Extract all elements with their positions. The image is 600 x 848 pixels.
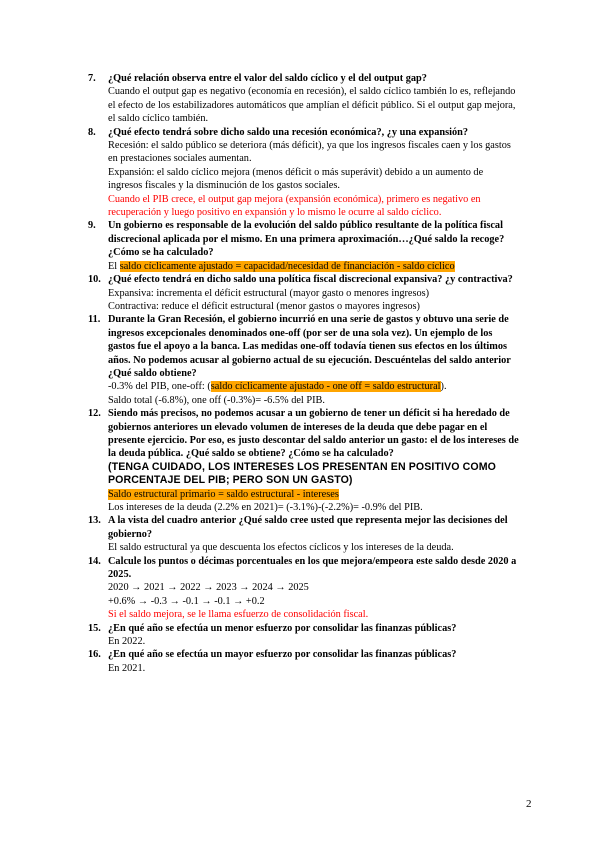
- answer-prefix: El: [108, 260, 120, 272]
- answer-red-note: Si el saldo mejora, se le llama esfuerzo de consolidación fiscal.: [108, 609, 369, 621]
- question-number: 13.: [88, 515, 101, 527]
- question-16: [88, 648, 520, 675]
- question-8: [88, 126, 520, 220]
- answer-values-sequence: +0.6% → -0.3 → -0.1 → -0.1 → +0.2: [108, 595, 265, 607]
- answer-text: [108, 260, 520, 273]
- question-11: [88, 313, 520, 407]
- answer-text: Expansión: el saldo cíclico mejora (menos déficit o más superávit) debido a un aumento de ingresos fiscales y la disminución de los gastos sociales.: [108, 166, 484, 192]
- question-number: 16.: [88, 649, 101, 661]
- question-12: [88, 407, 520, 514]
- answer-text: [108, 380, 520, 393]
- answer-text: Recesión: el saldo público se deteriora (más déficit), ya que los ingresos fiscales caen y los gastos en prestaciones sociales aumentan.: [108, 140, 511, 165]
- question-10: [88, 273, 520, 313]
- question-text: ¿Qué efecto tendrá sobre dicho saldo una recesión económica?, ¿y una expansión?: [108, 126, 469, 138]
- question-14: [88, 555, 520, 622]
- answer-text: En 2021.: [108, 662, 146, 674]
- answer-prefix: -0.3% del PIB, one-off: (: [108, 381, 211, 393]
- question-text: Un gobierno es responsable de la evolución del saldo público resultante de la política fiscal discrecional aplicada por el mismo. En una primera aproximación…¿Qué saldo la recoge? ¿Cómo se ha calculado?: [108, 220, 505, 259]
- answer-highlight: saldo cíclicamente ajustado - one off = saldo estructural: [210, 381, 441, 393]
- question-text: ¿Qué efecto tendrá en dicho saldo una política fiscal discrecional expansiva? ¿y contractiva?: [108, 274, 513, 286]
- answer-text: Los intereses de la deuda (2.2% en 2021)= (-3.1%)-(-2.2%)= -0.9% del PIB.: [108, 502, 423, 513]
- answer-text: Contractiva: reduce el déficit estructural (menor gastos o mayores ingresos): [108, 300, 420, 312]
- question-number: 14.: [88, 555, 101, 567]
- question-number: 15.: [88, 622, 101, 634]
- question-number: 11.: [88, 314, 101, 326]
- question-text: ¿En qué año se efectúa un menor esfuerzo por consolidar las finanzas públicas?: [108, 622, 457, 634]
- caution-note: (TENGA CUIDADO, LOS INTERESES LOS PRESENTAN EN POSITIVO COMO PORCENTAJE DEL PIB; PERO SON UN GASTO): [108, 460, 496, 487]
- question-text: Calcule los puntos o décimas porcentuales en los que mejora/empeora este saldo desde 2020 a 2025.: [108, 555, 517, 581]
- question-text: Durante la Gran Recesión, el gobierno incurrió en una serie de gastos y obtuvo una serie de ingresos excepcionales denominados one-off (por ser de una sola vez). Un ejemplo de los gastos fue el apoyo a la banca. Las medidas one-off todavía tienen sus efectos en los últimos años. No podemos acusar al gobierno actual de su ejecución. Descuéntelas del saldo anterior ¿Qué saldo obtiene?: [108, 314, 511, 379]
- question-9: [88, 219, 520, 273]
- answer-text: [108, 488, 520, 501]
- answer-text: Cuando el output gap es negativo (economía en recesión), el saldo cíclico también lo es, reflejando el efecto de los estabilizadores automáticos que amplían el déficit público. Si el output gap mejora, el saldo cíclico también.: [108, 86, 516, 125]
- page-number: 2: [526, 798, 532, 810]
- question-number: 8.: [88, 126, 96, 138]
- answer-red-note: Cuando el PIB crece, el output gap mejora (expansión económica), primero es negativo en recuperación y luego positivo en expansión y lo mismo le ocurre al saldo cíclico.: [108, 193, 481, 219]
- question-number: 10.: [88, 274, 101, 286]
- question-text: Siendo más precisos, no podemos acusar a un gobierno de tener un déficit si ha heredado de gobiernos anteriores un elevado volumen de intereses de la deuda que debe pagar en el presente ejercicio. Por eso, es justo descontar del saldo anterior un gasto: el de los intereses de la deuda pública. ¿Qué saldo se obtiene? ¿Cómo se ha calculado?: [108, 408, 519, 460]
- answer-text: En 2022.: [108, 636, 146, 648]
- answer-text: El saldo estructural ya que descuenta los efectos cíclicos y los intereses de la deuda.: [108, 542, 454, 554]
- question-15: [88, 622, 520, 649]
- question-list: [88, 72, 520, 675]
- answer-highlight: Saldo estructural primario = saldo estructural - intereses: [108, 488, 339, 500]
- question-text: ¿Qué relación observa entre el valor del saldo cíclico y el del output gap?: [108, 73, 427, 84]
- question-7: [88, 72, 520, 126]
- question-number: 9.: [88, 220, 96, 232]
- answer-years-sequence: 2020 → 2021 → 2022 → 2023 → 2024 → 2025: [108, 582, 309, 594]
- question-13: [88, 514, 520, 554]
- answer-text: Expansiva: incrementa el déficit estructural (mayor gasto o menores ingresos): [108, 287, 430, 299]
- question-number: 12.: [88, 408, 101, 420]
- answer-text: Saldo total (-6.8%), one off (-0.3%)= -6.5% del PIB.: [108, 394, 325, 406]
- question-text: ¿En qué año se efectúa un mayor esfuerzo por consolidar las finanzas públicas?: [108, 649, 457, 661]
- answer-highlight: saldo cíclicamente ajustado = capacidad/necesidad de financiación - saldo cíclico: [119, 260, 455, 272]
- question-text: A la vista del cuadro anterior ¿Qué saldo cree usted que representa mejor las decisiones del gobierno?: [108, 515, 508, 540]
- answer-suffix: ).: [440, 381, 447, 393]
- question-number: 7.: [88, 73, 96, 84]
